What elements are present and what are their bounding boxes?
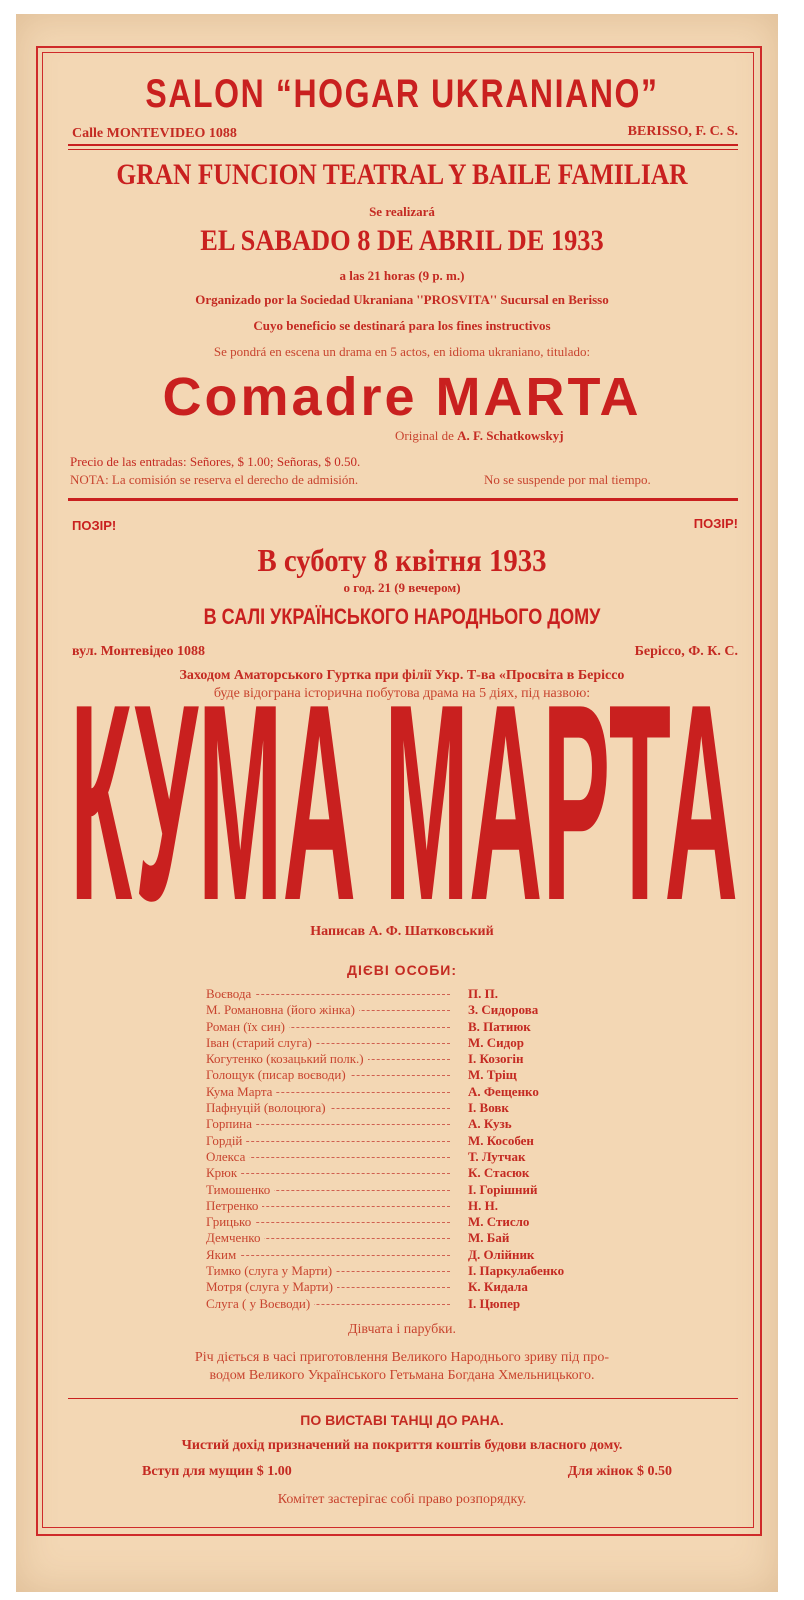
cast-role: Тимко (слуга у Марти) bbox=[206, 1263, 336, 1279]
leader-line bbox=[206, 1173, 450, 1174]
benefit: Cuyo beneficio se destinará para los fines instructivos bbox=[253, 318, 551, 333]
cast-role: Тимошенко bbox=[206, 1182, 274, 1198]
divider bbox=[68, 1398, 738, 1399]
cast-row bbox=[206, 1165, 626, 1181]
entry-men: Вступ для мущин $ 1.00 bbox=[142, 1464, 292, 1479]
entry-women: Для жінок $ 0.50 bbox=[567, 1464, 672, 1479]
cast-row bbox=[206, 986, 626, 1002]
cast-role: Кума Марта bbox=[206, 1084, 276, 1100]
cast-row bbox=[206, 1067, 626, 1083]
play-title-ua bbox=[64, 700, 744, 940]
cast-role: Мотря (слуга у Марти) bbox=[206, 1279, 337, 1295]
cast-role: Роман (їх син) bbox=[206, 1019, 289, 1035]
ticket-prices: Precio de las entradas: Señores, $ 1.00; Señoras, $ 0.50. bbox=[70, 454, 361, 469]
play-title-es: Comadre MARTA bbox=[162, 367, 642, 427]
cast-row bbox=[206, 1214, 626, 1230]
hall-name: В САЛІ УКРАЇНСЬКОГО НАРОДНЬОГО ДОМУ bbox=[203, 604, 601, 629]
cast-actor: І. Цюпер bbox=[468, 1295, 521, 1311]
dance-note: ПО ВИСТАВІ ТАНЦІ ДО РАНА. bbox=[300, 1412, 504, 1428]
cast-role: Грицько bbox=[206, 1214, 255, 1230]
cast-role: М. Романовна (його жінка) bbox=[206, 1002, 359, 1018]
address-right: BERISSO, F. C. S. bbox=[627, 124, 738, 139]
organizer-ua: Заходом Аматорського Гуртка при філії Укр. Т-ва «Просвіта в Берiссо bbox=[179, 668, 625, 683]
cast-row bbox=[206, 1149, 626, 1165]
cast-role: Іван (старий слуга) bbox=[206, 1035, 316, 1051]
cast-row bbox=[206, 1198, 626, 1214]
cast-row bbox=[206, 1002, 626, 1018]
divider bbox=[68, 149, 738, 150]
cast-actor: І. Козогін bbox=[468, 1051, 524, 1067]
cast-role: Олекса bbox=[206, 1149, 249, 1165]
proceeds-note: Чистий дохід призначений на покриття коштів будови власного дому. bbox=[181, 1438, 623, 1453]
attention-left: ПОЗІР! bbox=[72, 518, 117, 533]
cast-row bbox=[206, 1019, 626, 1035]
headline: GRAN FUNCION TEATRAL Y BAILE FAMILIAR bbox=[116, 158, 688, 191]
cast-actor: В. Патиюк bbox=[468, 1018, 531, 1034]
cast-role: Голощук (писар воєводи) bbox=[206, 1067, 350, 1083]
cast-role: Крюк bbox=[206, 1165, 241, 1181]
divider bbox=[68, 144, 738, 146]
cast-actor: І. Паркулабенко bbox=[468, 1263, 565, 1279]
cast-row bbox=[206, 1230, 626, 1246]
cast-actor: К. Стасюк bbox=[468, 1165, 530, 1181]
leader-line bbox=[206, 1255, 450, 1256]
event-time-ua: о год. 21 (9 вечером) bbox=[343, 580, 461, 595]
cast-row bbox=[206, 1035, 626, 1051]
weather-note: No se suspende por mal tiempo. bbox=[484, 472, 651, 487]
cast-actor: М. Тріщ bbox=[468, 1067, 517, 1083]
cast-actor: М. Кособен bbox=[468, 1132, 534, 1148]
salon-title: SALON “HOGAR UKRANIANO” bbox=[145, 72, 659, 116]
setting-line-1: Річ діється в часі приготовлення Великого Народнього зриву під про- bbox=[194, 1350, 610, 1365]
cast-role: Петренко bbox=[206, 1198, 262, 1214]
cast-row bbox=[206, 1296, 626, 1312]
committee-note: Комітет застерігає собі право розпорядку. bbox=[277, 1492, 527, 1507]
cast-actor: М. Бай bbox=[468, 1230, 510, 1246]
original-author: Original de A. F. Schatkowskyj bbox=[395, 428, 564, 443]
address-left: Calle MONTEVIDEO 1088 bbox=[72, 126, 237, 141]
cast-role: Демченко bbox=[206, 1230, 264, 1246]
extras: Дівчата і парубки. bbox=[347, 1322, 457, 1337]
cast-actor: Н. Н. bbox=[468, 1197, 498, 1213]
attention-right: ПОЗІР! bbox=[693, 516, 738, 531]
cast-actor: І. Горішний bbox=[468, 1181, 538, 1197]
organizer: Organizado por la Sociedad Ukraniana ''PROSVITA'' Sucursal en Berisso bbox=[195, 292, 609, 307]
cast-row bbox=[206, 1116, 626, 1132]
street-address-ua: вул. Монтевідео 1088 bbox=[72, 644, 206, 659]
setting-line-2: водом Великого Українського Гетьмана Богдана Хмельницького. bbox=[209, 1368, 595, 1383]
cast-role: Пафнуцій (волоцюга) bbox=[206, 1100, 330, 1116]
cast-actor: П. П. bbox=[468, 986, 498, 1001]
city-ua: Берiссо, Ф. К. С. bbox=[634, 644, 738, 659]
cast-actor: А. Фещенко bbox=[468, 1083, 539, 1099]
cast-role: Гордій bbox=[206, 1133, 246, 1149]
cast-actor: А. Кузь bbox=[468, 1116, 512, 1132]
cast-row bbox=[206, 1279, 626, 1295]
se-realizara: Se realizará bbox=[369, 204, 435, 219]
cast-role: Воєвода bbox=[206, 986, 255, 1002]
cast-actor: М. Стисло bbox=[468, 1214, 530, 1230]
event-date-ua: В суботу 8 квітня 1933 bbox=[257, 542, 547, 578]
cast-row bbox=[206, 1263, 626, 1279]
drama-intro: Se pondrá en escena un drama en 5 actos, en idioma ukraniano, titulado: bbox=[213, 344, 591, 359]
cast-list bbox=[206, 986, 626, 1312]
svg-text:КУМА МАРТА: КУМА МАРТА bbox=[70, 700, 738, 940]
cast-row bbox=[206, 1084, 626, 1100]
author-ua: Написав А. Ф. Шатковський bbox=[310, 924, 494, 939]
cast-actor: Т. Лутчак bbox=[468, 1148, 526, 1164]
cast-row bbox=[206, 1182, 626, 1198]
cast-role: Горпина bbox=[206, 1116, 256, 1132]
event-date: EL SABADO 8 DE ABRIL DE 1933 bbox=[200, 224, 604, 257]
cast-actor: І. Вовк bbox=[468, 1100, 509, 1116]
cast-actor: З. Сидорова bbox=[468, 1002, 539, 1018]
event-time: a las 21 horas (9 p. m.) bbox=[339, 268, 465, 283]
cast-role: Когутенко (козацький полк.) bbox=[206, 1051, 368, 1067]
divider bbox=[68, 498, 738, 501]
cast-row bbox=[206, 1133, 626, 1149]
cast-row bbox=[206, 1247, 626, 1263]
drama-intro-ua: буде відограна історична побутова драма на 5 діях, під назвою: bbox=[213, 686, 591, 701]
cast-actor: К. Кидала bbox=[468, 1279, 528, 1295]
admission-note: NOTA: La comisión se reserva el derecho de admisión. bbox=[70, 472, 359, 487]
cast-role: Яким bbox=[206, 1247, 240, 1263]
cast-row bbox=[206, 1051, 626, 1067]
cast-actor: М. Сидор bbox=[468, 1034, 524, 1050]
cast-actor: Д. Олійник bbox=[468, 1246, 535, 1262]
cast-heading: ДІЄВІ ОСОБИ: bbox=[346, 962, 458, 978]
cast-role: Слуга ( у Воєводи) bbox=[206, 1296, 314, 1312]
cast-row bbox=[206, 1100, 626, 1116]
